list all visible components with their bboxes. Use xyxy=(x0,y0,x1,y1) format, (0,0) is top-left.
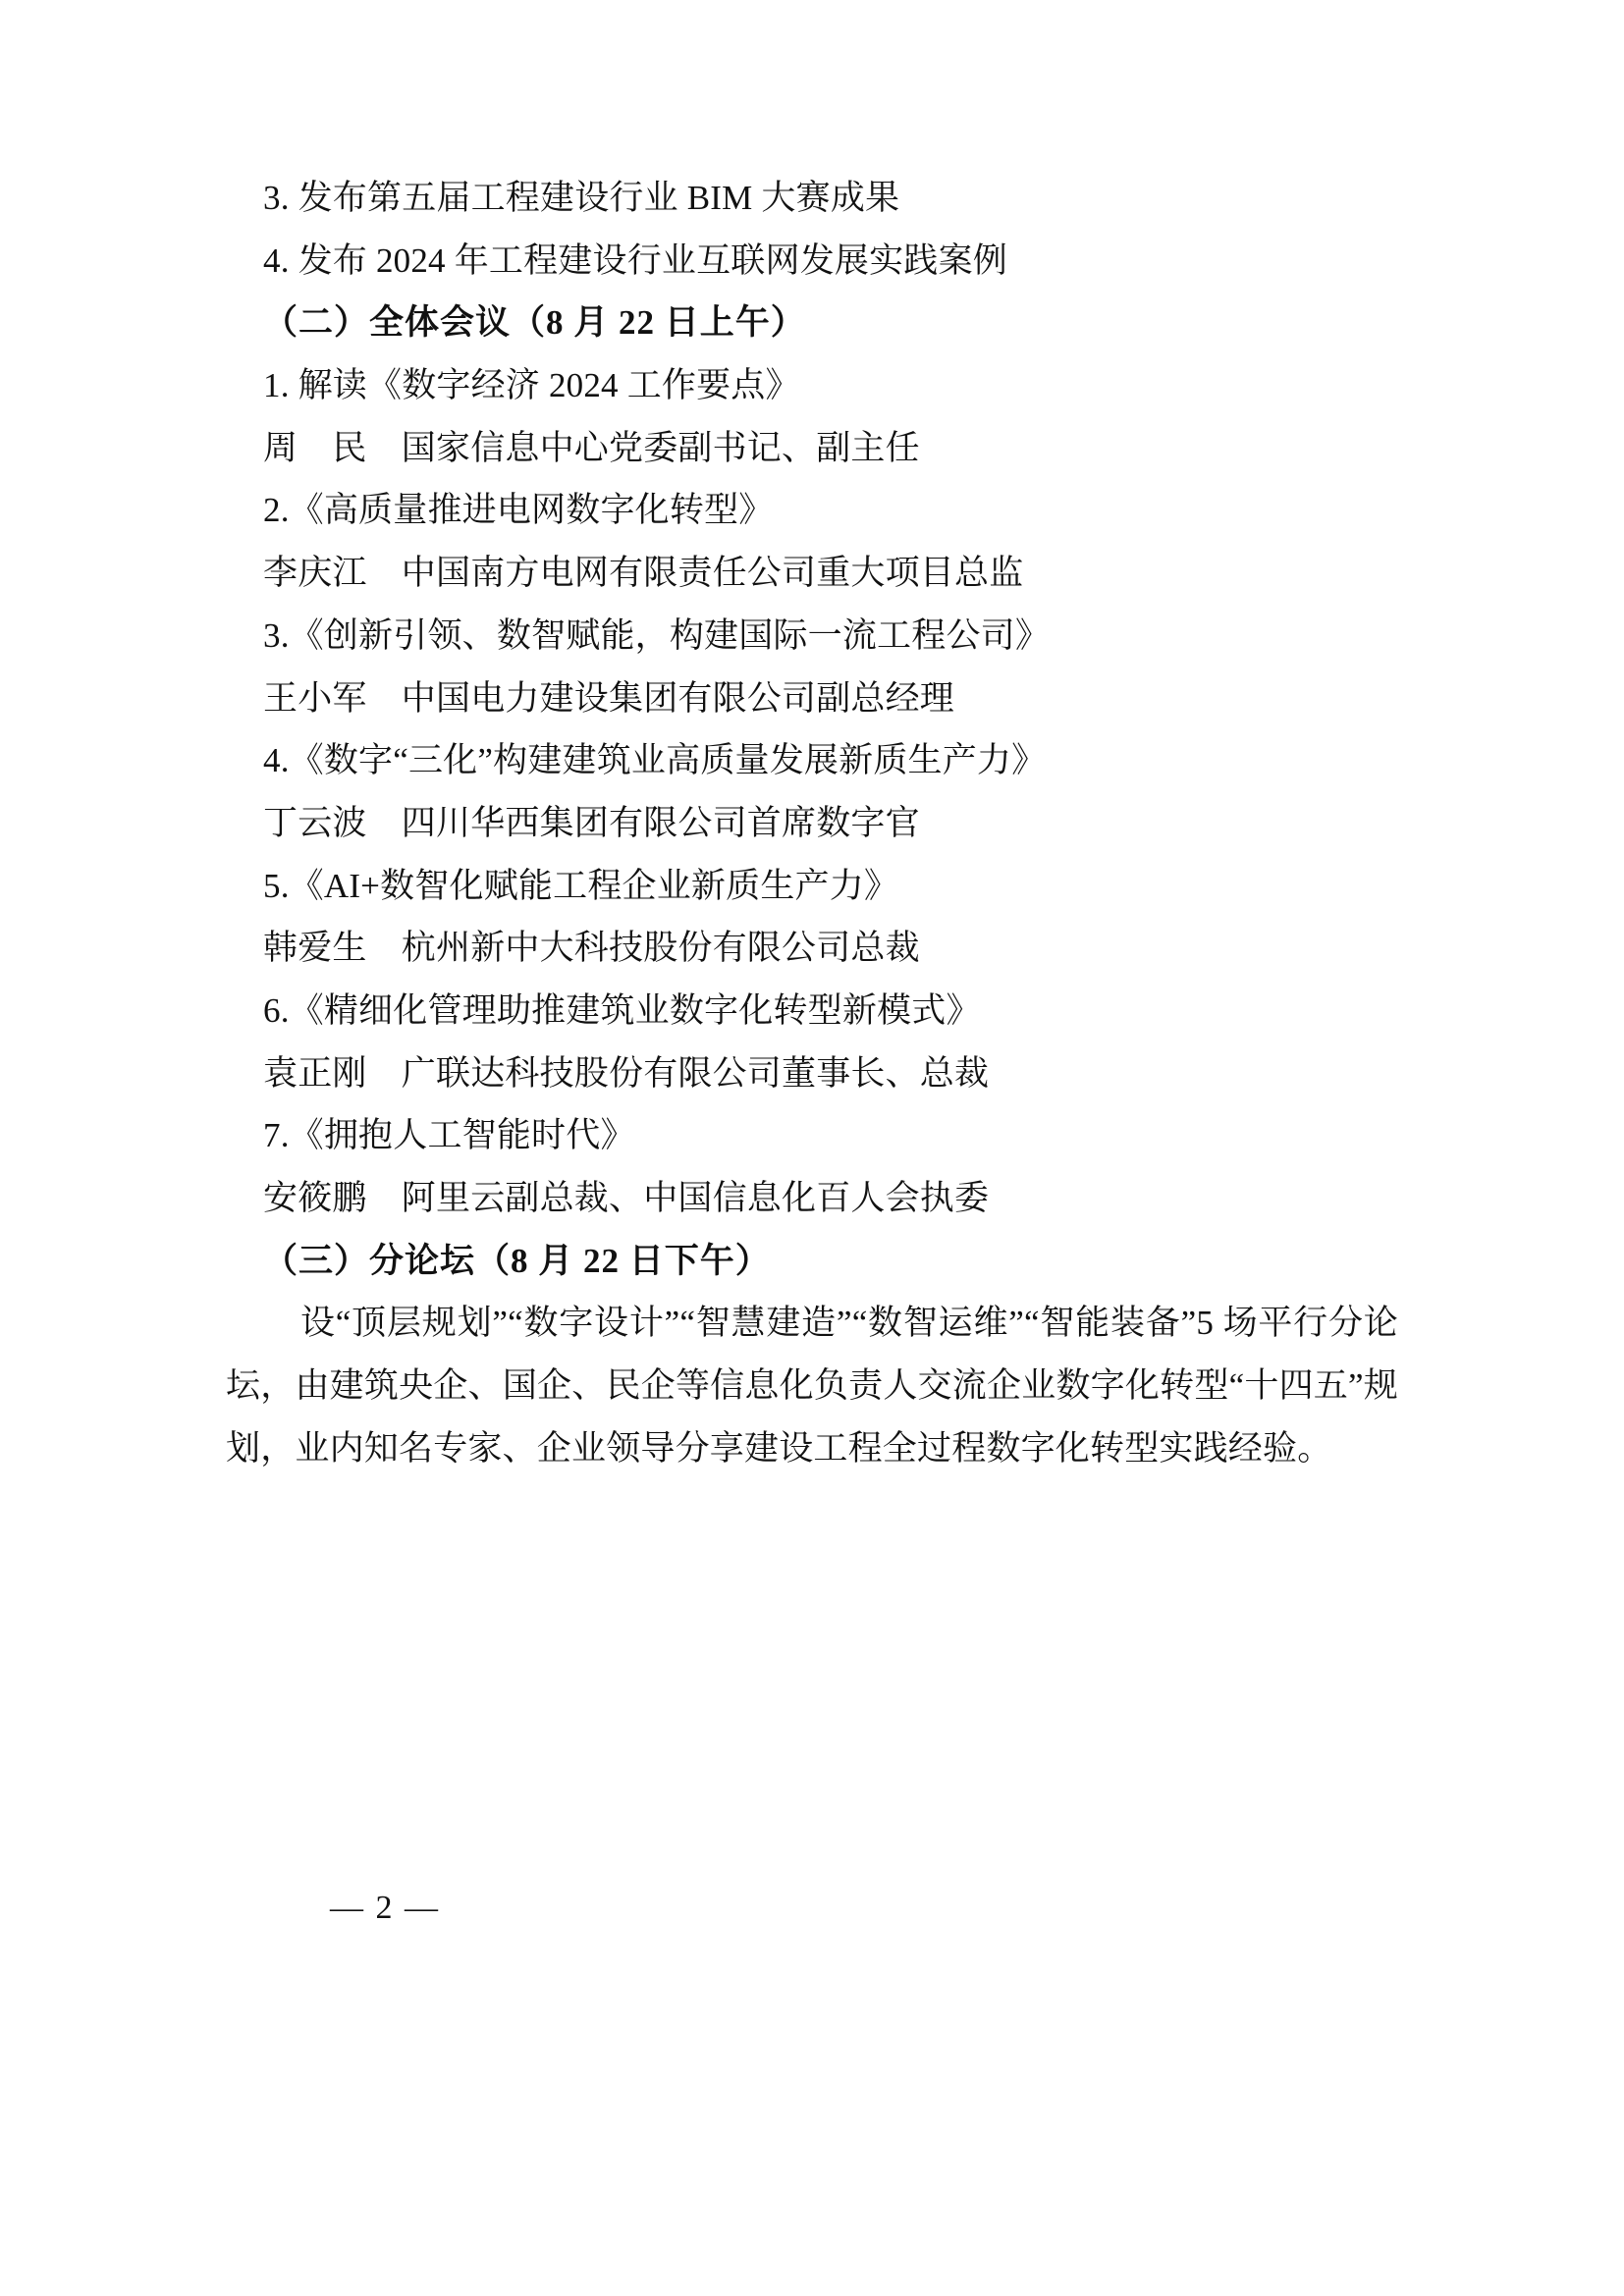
agenda-item: 5.《AI+数智化赋能工程企业新质生产力》 xyxy=(263,866,899,905)
agenda-item: 3.《创新引领、数智赋能，构建国际一流工程公司》 xyxy=(263,615,1051,655)
paragraph: 设“顶层规划”“数字设计”“智慧建造”“数智运维”“智能装备”5 场平行分论坛，由建筑央企、国企、民企等信息化负责人交流企业数字化转型“十四五”规划，业内知名专家、企业领导分享建设工程全过程数字化转型实践经验。 xyxy=(226,1304,1398,1468)
agenda-item: 4.《数字“三化”构建建筑业高质量发展新质生产力》 xyxy=(263,741,1047,780)
page-number-label: — 2 — xyxy=(330,1890,440,1926)
agenda-item: 2.《高质量推进电网数字化转型》 xyxy=(263,491,774,530)
agenda-item: 3. 发布第五届工程建设行业 BIM 大赛成果 xyxy=(263,179,900,217)
section-heading: （三）分论坛（8 月 22 日下午） xyxy=(263,1241,771,1280)
speaker-line: 王小军 中国电力建设集团有限公司副总经理 xyxy=(263,678,955,718)
speaker-line: 丁云波 四川华西集团有限公司首席数字官 xyxy=(263,803,920,842)
speaker-line: 安筱鹏 阿里云副总裁、中国信息化百人会执委 xyxy=(263,1179,990,1217)
agenda-item: 7.《拥抱人工智能时代》 xyxy=(263,1116,635,1155)
agenda-item: 4. 发布 2024 年工程建设行业互联网发展实践案例 xyxy=(263,240,1007,280)
speaker-line: 袁正刚 广联达科技股份有限公司董事长、总裁 xyxy=(263,1053,990,1093)
agenda-item: 6.《精细化管理助推建筑业数字化转型新模式》 xyxy=(263,990,981,1030)
document-body xyxy=(226,167,1398,1479)
section-heading: （二）全体会议（8 月 22 日上午） xyxy=(263,303,806,343)
speaker-line: 李庆江 中国南方电网有限责任公司重大项目总监 xyxy=(263,554,1024,593)
speaker-line: 韩爱生 杭州新中大科技股份有限公司总裁 xyxy=(263,929,920,968)
page-number xyxy=(0,1890,1624,1927)
agenda-item: 1. 解读《数字经济 2024 工作要点》 xyxy=(263,366,800,405)
speaker-line: 周 民 国家信息中心党委副书记、副主任 xyxy=(263,428,920,467)
